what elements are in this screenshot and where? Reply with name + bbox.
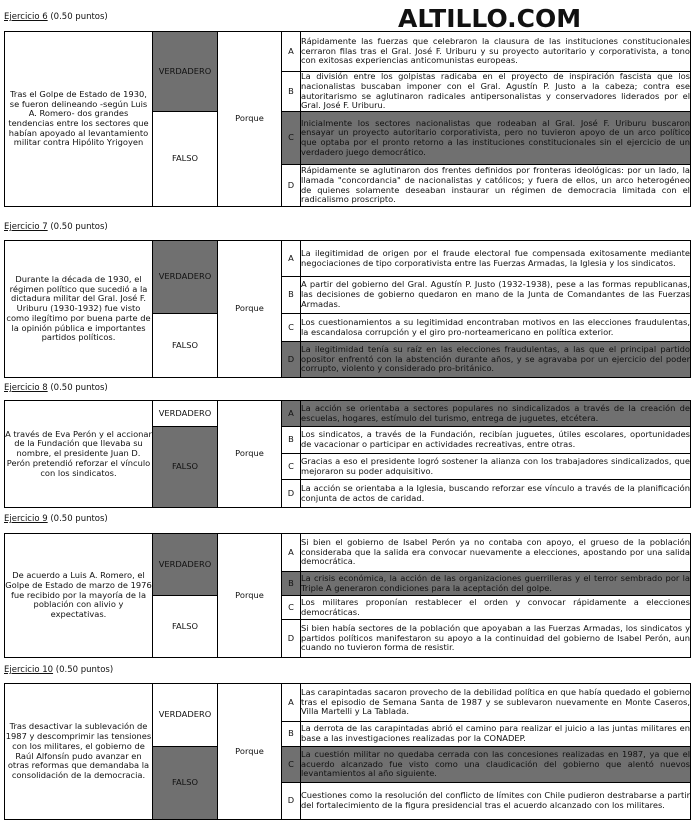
option-text[interactable]: La cuestión militar no quedaba cerrada con las concesiones realizadas en 1987, ya que el acuerdo alcanzado fue visto como una claudicación del gobierno que alentó nuevos levantamientos al año siguiente.: [301, 747, 691, 783]
falso-choice[interactable]: FALSO: [153, 112, 218, 207]
option-text[interactable]: La ilegitimidad de origen por el fraude electoral fue compensada exitosamente mediante negociaciones de tipo corporativista entre las Fuerzas Armadas, la Iglesia y los sindicatos.: [301, 241, 691, 277]
verdadero-choice[interactable]: VERDADERO: [153, 684, 218, 747]
option-row: [5, 684, 691, 722]
verdadero-choice[interactable]: VERDADERO: [153, 401, 218, 427]
exercise-header: [4, 12, 108, 22]
option-row: [5, 534, 691, 572]
option-text[interactable]: La crisis económica, la acción de las organizaciones guerrilleras y el terror sembrado por la Triple A generaron condiciones para la aceptación del golpe.: [301, 572, 691, 596]
exercise-title: Ejercicio 6: [4, 12, 48, 22]
option-text[interactable]: Si bien había sectores de la población que apoyaban a las Fuerzas Armadas, los sindicatos y partidos políticos manifestaron su apoyo a la continuidad del gobierno de Isabel Perón, aun cuando no tuvieron forma de resistir.: [301, 620, 691, 658]
option-text[interactable]: La división entre los golpistas radicaba en el proyecto de inspiración fascista que los nacionalistas buscaban imponer con el Gral. Agustín P. Justo a la cabeza; contra ese autoritarismo se aglutinaron radicales antipersonalistas y conservadores liderados por el Gral. José F. Uriburu.: [301, 71, 690, 111]
exercise-table: [4, 533, 691, 658]
option-text[interactable]: Si bien el gobierno de Isabel Perón ya no contaba con apoyo, el grueso de la población consideraba que la salida era convocar nuevamente a elecciones, apostando por una salida democrática.: [301, 534, 691, 572]
porque-label: Porque: [218, 684, 282, 820]
porque-label: Porque: [218, 534, 282, 658]
option-letter[interactable]: B: [282, 427, 301, 454]
site-logo: ALTILLO.COM: [398, 4, 582, 33]
option-letter[interactable]: D: [282, 342, 301, 378]
option-text[interactable]: Rápidamente las fuerzas que celebraron la clausura de las instituciones constitucionales cerraron filas tras el Gral. José F. Uriburu y su proyecto autoritario y corporativista, a tono con exitosas experiencias anticomunistas europeas.: [301, 32, 691, 72]
porque-label: Porque: [218, 32, 282, 207]
option-text[interactable]: Gracias a eso el presidente logró sostener la alianza con los trabajadores sindicalizados, que mejoraron su poder adquisitivo.: [301, 454, 691, 480]
falso-choice[interactable]: FALSO: [153, 596, 218, 658]
falso-choice[interactable]: FALSO: [153, 427, 218, 508]
option-letter[interactable]: B: [282, 277, 301, 314]
exercise-statement: Tras desactivar la sublevación de 1987 y descomprimir las tensiones con los militares, el gobierno de Raúl Alfonsín pudo avanzar en otras reformas que demandaba la consolidación de la democracia.: [5, 684, 153, 820]
exercise-statement: De acuerdo a Luis A. Romero, el Golpe de Estado de marzo de 1976 fue recibido por la mayoría de la población con alivio y expectativas.: [5, 534, 153, 658]
exercise-points: (0.50 puntos): [50, 383, 108, 393]
option-row: [5, 32, 691, 72]
verdadero-choice[interactable]: VERDADERO: [153, 241, 218, 314]
option-text[interactable]: Rápidamente se aglutinaron dos frentes definidos por fronteras ideológicas: por un lado, la llamada "concordancia" de nacionalistas y católicos; y fuera de ellos, un arco heterogéneo de quienes solamente deseaban instaurar un régimen de democracia limitada con el radicalismo proscripto.: [301, 165, 691, 207]
option-letter[interactable]: A: [282, 32, 301, 72]
exercise-points: (0.50 puntos): [50, 12, 108, 22]
porque-label: Porque: [218, 241, 282, 378]
verdadero-choice[interactable]: VERDADERO: [153, 32, 218, 112]
exercise-statement: Tras el Golpe de Estado de 1930, se fueron delineando -según Luis A. Romero- dos grandes tendencias entre los sectores que habían apoyado al levantamiento militar contra Hipólito Yrigoyen: [5, 32, 153, 207]
option-letter[interactable]: C: [282, 454, 301, 480]
falso-choice[interactable]: FALSO: [153, 314, 218, 378]
exercise-statement: A través de Eva Perón y el accionar de la Fundación que llevaba su nombre, el presidente Juan D. Perón pretendió reforzar el vínculo con los sindicatos.: [5, 401, 153, 508]
option-letter[interactable]: A: [282, 241, 301, 277]
exercise-points: (0.50 puntos): [50, 222, 108, 232]
exercise-header: [4, 514, 108, 524]
option-text[interactable]: Los sindicatos, a través de la Fundación, recibían juguetes, útiles escolares, oportunidades de vacacionar o participar en actividades recreativas, entre otras.: [301, 427, 691, 454]
option-text[interactable]: La acción se orientaba a la Iglesia, buscando reforzar ese vínculo a través de la planificación conjunta de actos de caridad.: [301, 480, 691, 508]
porque-label: Porque: [218, 401, 282, 508]
exercise-title: Ejercicio 10: [4, 665, 54, 675]
option-row: [5, 401, 691, 427]
exercise-header: [4, 383, 108, 393]
exercise-points: (0.50 puntos): [55, 665, 114, 675]
option-text[interactable]: Las carapintadas sacaron provecho de la debilidad política en que había quedado el gobierno tras el episodio de Semana Santa de 1987 y se sublevaron nuevamente en Monte Caseros, Villa Martelli y La Tablada.: [301, 684, 691, 722]
option-letter[interactable]: C: [282, 747, 301, 783]
option-letter[interactable]: C: [282, 596, 301, 620]
option-text[interactable]: Inicialmente los sectores nacionalistas que rodeaban al Gral. José F. Uriburu buscaron ensayar un proyecto autoritario corporativista, pero no tuvieron apoyo de un arco político que optaba por el pronto retorno a las instituciones constitucionales sin el ejercicio de un verdadero juego democrático.: [301, 112, 691, 165]
falso-choice[interactable]: FALSO: [153, 747, 218, 820]
exercise-statement: Durante la década de 1930, el régimen político que sucedió a la dictadura militar del Gral. José F. Uriburu (1930-1932) fue visto como ilegítimo por buena parte de la opinión pública e importantes partidos políticos.: [5, 241, 153, 378]
exercise-table: [4, 240, 691, 378]
option-letter[interactable]: D: [282, 620, 301, 658]
option-letter[interactable]: D: [282, 480, 301, 508]
option-text[interactable]: Cuestiones como la resolución del conflicto de límites con Chile pudieron destrabarse a partir del fortalecimiento de la figura presidencial tras el acuerdo alcanzado con los militares.: [301, 783, 691, 820]
option-text[interactable]: Los militares proponían restablecer el orden y convocar rápidamente a elecciones democráticas.: [301, 596, 691, 620]
exercise-table: [4, 683, 691, 820]
option-letter[interactable]: B: [282, 72, 301, 112]
exercise-table: [4, 31, 691, 207]
option-text[interactable]: A partir del gobierno del Gral. Agustín P. Justo (1932-1938), pese a las formas republicanas, las decisiones de gobierno quedaron en mano de la Junta de Comandantes de las Fuerzas Armadas.: [301, 277, 691, 314]
option-letter[interactable]: D: [282, 165, 301, 207]
exercise-title: Ejercicio 9: [4, 514, 48, 524]
exercise-table: [4, 400, 691, 508]
option-letter[interactable]: B: [282, 722, 301, 747]
option-letter[interactable]: D: [282, 783, 301, 820]
option-letter[interactable]: B: [282, 572, 301, 596]
option-row: [5, 241, 691, 277]
option-text[interactable]: Los cuestionamientos a su legitimidad encontraban motivos en las elecciones fraudulentas, la escandalosa corrupción y el giro pro-norteamericano en política exterior.: [301, 314, 691, 342]
option-letter[interactable]: C: [282, 112, 301, 165]
option-letter[interactable]: C: [282, 314, 301, 342]
verdadero-choice[interactable]: VERDADERO: [153, 534, 218, 596]
option-letter[interactable]: A: [282, 684, 301, 722]
option-letter[interactable]: A: [282, 534, 301, 572]
exercise-points: (0.50 puntos): [50, 514, 108, 524]
option-text[interactable]: La ilegitimidad tenía su raíz en las elecciones fraudulentas, a las que el principal partido opositor enfrentó con la abstención durante años, y se agravaba por un ejercicio del poder corrupto, violento y considerado pro-británico.: [301, 342, 691, 378]
exercise-title: Ejercicio 8: [4, 383, 48, 393]
option-text[interactable]: La acción se orientaba a sectores populares no sindicalizados a través de la creación de escuelas, hogares, estímulo del turismo, entrega de juguetes, etcétera.: [301, 401, 691, 427]
exercise-title: Ejercicio 7: [4, 222, 48, 232]
exercise-header: [4, 222, 108, 232]
option-text[interactable]: La derrota de las carapintadas abrió el camino para realizar el juicio a las juntas militares en base a las investigaciones realizadas por la CONADEP.: [301, 722, 691, 747]
exercise-header: [4, 665, 113, 675]
option-letter[interactable]: A: [282, 401, 301, 427]
